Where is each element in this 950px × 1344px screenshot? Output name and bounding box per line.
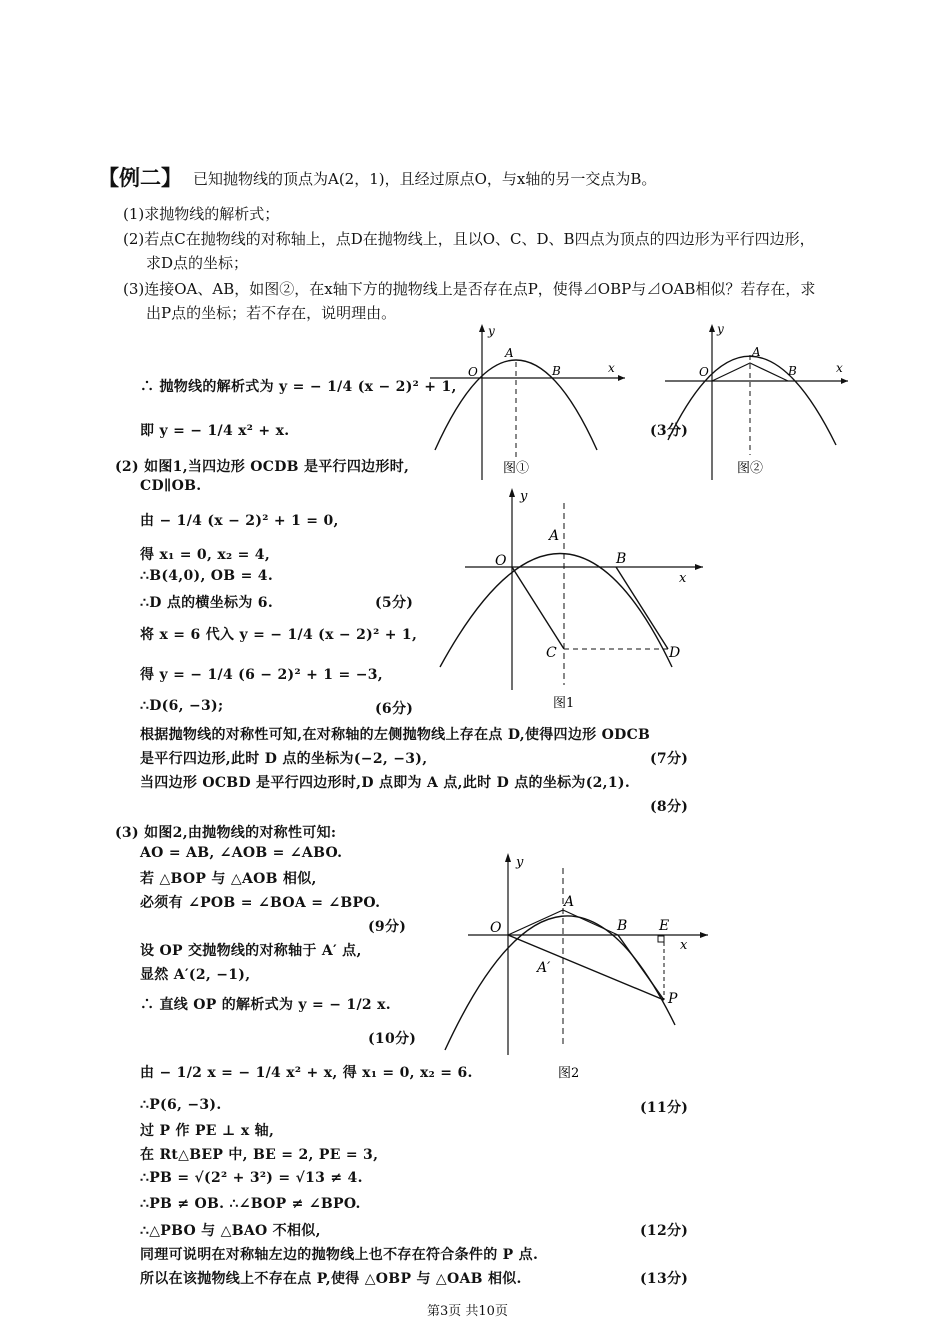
solution-line: ∴B(4,0), OB = 4. (140, 568, 274, 584)
solution-line: ∴PB = √(2² + 3²) = √13 ≠ 4. (140, 1170, 363, 1186)
label-a: A (752, 345, 761, 359)
label-y: y (516, 855, 524, 870)
solution-score: (5分) (375, 595, 414, 611)
label-x: x (836, 361, 843, 375)
label-o: O (699, 365, 709, 379)
label-b: B (788, 364, 797, 378)
solution-line: 由 − 1/2 x = − 1/4 x² + x, 得 x₁ = 0, x₂ = 6. (140, 1065, 473, 1081)
solution-line: 即 y = − 1/4 x² + x. (140, 423, 290, 439)
y-axis-arrow (709, 324, 715, 332)
label-y: y (717, 322, 724, 336)
solution-line: 是平行四边形,此时 D 点的坐标为(−2, −3), (140, 751, 428, 767)
page-footer: 第3页 共10页 (427, 1304, 508, 1319)
figure-caption: 图1 (553, 696, 575, 711)
solution-line: 当四边形 OCBD 是平行四边形时,D 点即为 A 点,此时 D 点的坐标为(2,1). (140, 775, 630, 791)
solution-line: 将 x = 6 代入 y = − 1/4 (x − 2)² + 1, (140, 627, 418, 643)
problem-heading: 【例二】 (98, 166, 182, 190)
label-b: B (616, 551, 627, 567)
problem-part2-line2: 求D点的坐标； (146, 254, 249, 272)
label-b: B (552, 364, 561, 378)
solution-line: (2) 如图1,当四边形 OCDB 是平行四边形时, (115, 459, 410, 475)
solution-line: ∴ 直线 OP 的解析式为 y = − 1/2 x. (140, 997, 391, 1013)
solution-line: ∴ 抛物线的解析式为 y = − 1/4 (x − 2)² + 1, (140, 379, 457, 395)
problem-part3-line2: 出P点的坐标；若不存在，说明理由。 (146, 304, 397, 322)
right-angle-mark (658, 936, 664, 942)
figure-solution-1 (435, 485, 710, 715)
solution-line: CD∥OB. (140, 478, 202, 494)
label-x: x (608, 361, 615, 375)
solution-line: 得 x₁ = 0, x₂ = 4, (140, 547, 270, 563)
x-axis-arrow (841, 378, 848, 384)
solution-line: 根据抛物线的对称性可知,在对称轴的左侧抛物线上存在点 D,使得四边形 ODCB (140, 727, 651, 743)
solution-line: 若 △BOP 与 △AOB 相似, (140, 871, 317, 887)
label-o: O (495, 553, 507, 569)
solution-line: ∴△PBO 与 △BAO 不相似, (140, 1223, 321, 1239)
solution-line: 必须有 ∠POB = ∠BOA = ∠BPO. (140, 895, 381, 911)
label-a: A (564, 894, 575, 910)
x-axis-arrow (618, 375, 625, 381)
solution-line: ∴P(6, −3). (140, 1097, 222, 1113)
x-axis-arrow (695, 564, 703, 570)
problem-part3-line1: (3)连接OA、AB，如图②，在x轴下方的抛物线上是否存在点P，使得⊿OBP与⊿OAB相似？若存在，求 (123, 280, 816, 298)
solution-line: 同理可说明在对称轴左边的抛物线上也不存在符合条件的 P 点. (140, 1247, 539, 1263)
label-y: y (520, 489, 528, 504)
label-b: B (617, 918, 628, 934)
problem-statement: 已知抛物线的顶点为A(2，1)，且经过原点O，与x轴的另一交点为B。 (193, 170, 657, 188)
parabola (445, 916, 675, 1050)
parabola (668, 356, 836, 445)
label-a: A (549, 528, 560, 544)
solution-line: 设 OP 交抛物线的对称轴于 A′ 点, (140, 943, 362, 959)
solution-line: 在 Rt△BEP 中, BE = 2, PE = 3, (140, 1147, 379, 1163)
label-d: D (669, 645, 681, 661)
label-y: y (488, 324, 495, 338)
problem-part2-line1: (2)若点C在抛物线的对称轴上，点D在抛物线上，且以O、C、D、B四点为顶点的四边形为平行四边形， (123, 230, 815, 248)
label-o: O (468, 365, 478, 379)
label-c: C (546, 645, 557, 661)
label-e: E (659, 918, 670, 934)
label-o: O (490, 920, 502, 936)
figure-1-top (425, 320, 630, 485)
solution-score: (9分) (368, 919, 407, 935)
y-axis-arrow (505, 853, 511, 862)
x-axis-arrow (700, 932, 708, 938)
label-x: x (679, 571, 687, 586)
y-axis-arrow (479, 324, 485, 332)
segment-oc (512, 567, 564, 649)
solution-line: ∴D 点的横坐标为 6. (140, 595, 274, 611)
solution-line: ∴D(6, −3); (140, 698, 224, 714)
solution-line: ∴PB ≠ OB. ∴∠BOP ≠ ∠BPO. (140, 1196, 361, 1212)
figure-caption: 图2 (558, 1066, 580, 1081)
solution-score: (3分) (650, 423, 689, 439)
solution-score: (8分) (650, 799, 689, 815)
label-x: x (680, 938, 688, 953)
solution-line: 由 − 1/4 (x − 2)² + 1 = 0, (140, 513, 339, 529)
label-a-prime: A′ (537, 960, 551, 976)
label-a: A (505, 346, 514, 360)
solution-score: (11分) (640, 1100, 689, 1116)
solution-score: (10分) (368, 1031, 417, 1047)
figure-2-top (660, 320, 855, 485)
solution-line: 过 P 作 PE ⊥ x 轴, (140, 1123, 275, 1139)
solution-score: (13分) (640, 1271, 689, 1287)
solution-score: (7分) (650, 751, 689, 767)
problem-part1: (1)求抛物线的解析式； (123, 205, 280, 223)
solution-line: 得 y = − 1/4 (6 − 2)² + 1 = −3, (140, 667, 383, 683)
figure-caption: 图② (737, 461, 764, 476)
solution-line: 所以在该抛物线上不存在点 P,使得 △OBP 与 △OAB 相似. (140, 1271, 522, 1287)
solution-line: 显然 A′(2, −1), (140, 967, 251, 983)
solution-score: (6分) (375, 701, 414, 717)
solution-score: (12分) (640, 1223, 689, 1239)
segment-bd (616, 567, 668, 649)
solution-line: AO = AB, ∠AOB = ∠ABO. (140, 845, 343, 861)
figure-caption: 图① (503, 461, 530, 476)
solution-line: (3) 如图2,由抛物线的对称性可知: (115, 825, 337, 841)
label-p: P (668, 991, 678, 1007)
figure-solution-2 (440, 850, 715, 1085)
y-axis-arrow (509, 488, 515, 497)
